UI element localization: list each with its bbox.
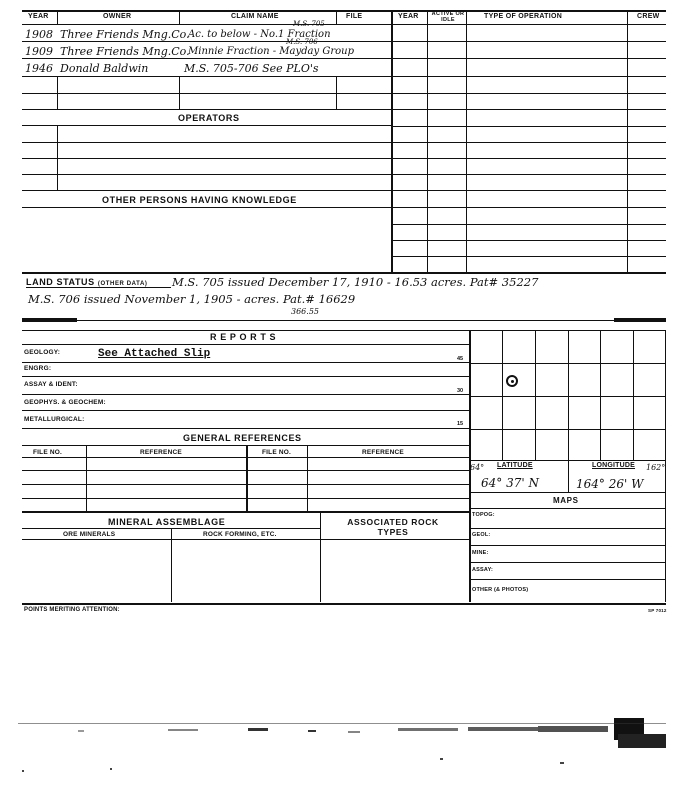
operation-row-line [391, 76, 666, 77]
bottom-border [22, 603, 666, 605]
operation-row-line [391, 109, 666, 110]
associated-rock-types-heading: ASSOCIATED ROCK TYPES [347, 517, 439, 537]
col-divider [307, 445, 308, 511]
owner-row-line [22, 41, 391, 42]
operation-row-line [391, 207, 666, 208]
reports-top-line [22, 330, 666, 331]
reports-line [22, 428, 469, 429]
col-year2-header: YEAR [398, 13, 419, 20]
grid-line [535, 330, 536, 460]
ref-reference-header-1: REFERENCE [140, 449, 182, 456]
grid-scale-30: 30 [457, 388, 464, 394]
maps-line [469, 528, 665, 529]
form-number: SP 7012 [648, 608, 667, 613]
col-owner-header: OWNER [103, 13, 132, 20]
operators-heading: OPERATORS [178, 113, 240, 123]
owner-name-3: Donald Baldwin [60, 62, 149, 75]
claim-note-2: M.S. 706 [286, 38, 318, 46]
points-meriting-label: POINTS MERITING ATTENTION: [24, 607, 120, 613]
land-status-note: 366.55 [291, 307, 319, 316]
longitude-suffix: 162° [646, 463, 666, 472]
col-divider [466, 10, 467, 272]
operation-row-line [391, 58, 666, 59]
owner-name-2: Three Friends Mng.Co. [60, 45, 190, 58]
section-divider [22, 511, 469, 513]
claim-name-2: Minnie Fraction - Mayday Group [188, 46, 354, 57]
col-divider [179, 10, 180, 24]
grid-line [600, 330, 601, 460]
location-marker-icon [506, 375, 518, 387]
claim-name-3: M.S. 705-706 See PLO's [184, 62, 319, 75]
operation-row-line [391, 190, 666, 191]
scan-speck [22, 770, 24, 772]
maps-topog-label: TOPOG: [472, 512, 495, 518]
col-divider [427, 10, 428, 272]
operators-line [22, 142, 391, 143]
owner-row-line [22, 109, 391, 110]
col-divider [336, 10, 337, 24]
land-status-line-1: M.S. 705 issued December 17, 1910 - 16.53 acres. Pat# 35227 [172, 275, 539, 289]
maps-line [469, 579, 665, 580]
owner-year-1: 1908 [25, 28, 53, 41]
latitude-value: 64° 37' N [481, 476, 539, 490]
maps-line [469, 545, 665, 546]
grid-line [633, 330, 634, 460]
ref-file-no-header-2: FILE NO. [262, 449, 292, 456]
land-status-underline [26, 287, 171, 288]
reports-heading: R E P O R T S [210, 332, 277, 342]
claim-name-1: Ac. to below - No.1 Fraction [188, 29, 331, 40]
mineral-line [22, 539, 469, 540]
reports-line [22, 394, 469, 395]
grid-line [469, 363, 665, 364]
col-divider [246, 445, 248, 511]
scan-speck [110, 768, 112, 770]
owner-row-line [22, 58, 391, 59]
col-divider-main [391, 10, 393, 272]
operators-line [22, 158, 391, 159]
land-status-label: LAND STATUS [26, 277, 95, 287]
ore-minerals-header: ORE MINERALS [63, 531, 116, 538]
land-status-sublabel: (OTHER DATA) [97, 281, 148, 287]
latlong-bottom-line [469, 492, 665, 493]
grid-line [469, 396, 665, 397]
operation-row-line [391, 224, 666, 225]
col-file-header: FILE [346, 13, 363, 20]
grid-scale-45: 45 [457, 356, 464, 362]
col-divider [627, 10, 628, 272]
section-divider [22, 320, 666, 321]
operation-row-line [391, 126, 666, 127]
operators-line [22, 174, 391, 175]
reports-line [22, 376, 469, 377]
rock-forming-header: ROCK FORMING, ETC. [203, 531, 277, 538]
geophys-geochem-label: GEOPHYS. & GEOCHEM: [24, 399, 106, 406]
col-active-idle-header: ACTIVE OR IDLE [431, 11, 465, 23]
operation-row-line [391, 240, 666, 241]
col-year-header: YEAR [28, 13, 49, 20]
reports-line [22, 362, 469, 363]
reports-line [22, 344, 469, 345]
maps-line [469, 562, 665, 563]
col-divider [179, 76, 180, 109]
col-type-operation-header: TYPE OF OPERATION [484, 13, 563, 20]
grid-line [568, 330, 569, 460]
longitude-value: 164° 26' W [576, 477, 644, 491]
grid-line [502, 330, 503, 460]
maps-geol-label: GEOL: [472, 532, 491, 538]
operation-row-line [391, 41, 666, 42]
assay-ident-label: ASSAY & IDENT: [24, 381, 78, 388]
operation-row-line [391, 158, 666, 159]
general-references-heading: GENERAL REFERENCES [183, 433, 302, 443]
grid-scale-15: 15 [457, 421, 464, 427]
col-claim-name-header: CLAIM NAME [231, 13, 279, 20]
col-divider [320, 511, 321, 602]
ref-reference-header-2: REFERENCE [362, 449, 404, 456]
operation-row-line [391, 142, 666, 143]
operation-row-line [391, 256, 666, 257]
scan-speck [560, 762, 564, 764]
maps-heading: MAPS [553, 496, 579, 505]
geology-value: See Attached Slip [98, 348, 211, 360]
col-divider [57, 125, 58, 190]
header-underline [22, 24, 666, 25]
ref-file-no-header-1: FILE NO. [33, 449, 63, 456]
section-divider [22, 272, 666, 274]
reports-line [22, 410, 469, 411]
operation-row-line [391, 93, 666, 94]
other-persons-line [22, 207, 391, 208]
col-crew-header: CREW [637, 13, 660, 20]
col-divider [57, 76, 58, 109]
longitude-label: LONGITUDE [592, 462, 636, 469]
maps-other-label: OTHER (& PHOTOS) [472, 587, 529, 593]
latitude-prefix: 64° [470, 463, 485, 472]
metallurgical-label: METALLURGICAL: [24, 416, 85, 423]
claim-note-1: M.S. 705 [293, 20, 325, 28]
land-status-heading [26, 277, 148, 287]
scan-speck [440, 758, 443, 760]
col-divider [336, 76, 337, 109]
scan-noise-svg [18, 718, 666, 748]
owner-name-1: Three Friends Mng.Co. [60, 28, 190, 41]
top-border [22, 10, 666, 12]
owner-year-2: 1909 [25, 45, 53, 58]
latitude-label: LATITUDE [497, 462, 533, 469]
latlong-top-line [469, 460, 665, 461]
scan-noise-band [18, 718, 666, 748]
grid-line [469, 429, 665, 430]
maps-line [469, 508, 665, 509]
land-status-line-2: M.S. 706 issued November 1, 1905 - acres. Pat.# 16629 [28, 292, 356, 306]
geology-label: GEOLOGY: [24, 349, 61, 356]
col-divider [57, 10, 58, 24]
owner-year-3: 1946 [25, 62, 53, 75]
maps-assay-label: ASSAY: [472, 567, 494, 573]
operation-row-line [391, 174, 666, 175]
col-divider [86, 445, 87, 511]
col-divider [171, 528, 172, 602]
maps-mine-label: MINE: [472, 550, 489, 556]
latlong-divider [568, 460, 569, 492]
other-persons-heading: OTHER PERSONS HAVING KNOWLEDGE [102, 195, 297, 205]
operators-line [22, 125, 391, 126]
engrg-label: ENGRG: [24, 365, 52, 372]
mineral-assemblage-heading: MINERAL ASSEMBLAGE [108, 517, 226, 527]
operators-line [22, 190, 391, 191]
